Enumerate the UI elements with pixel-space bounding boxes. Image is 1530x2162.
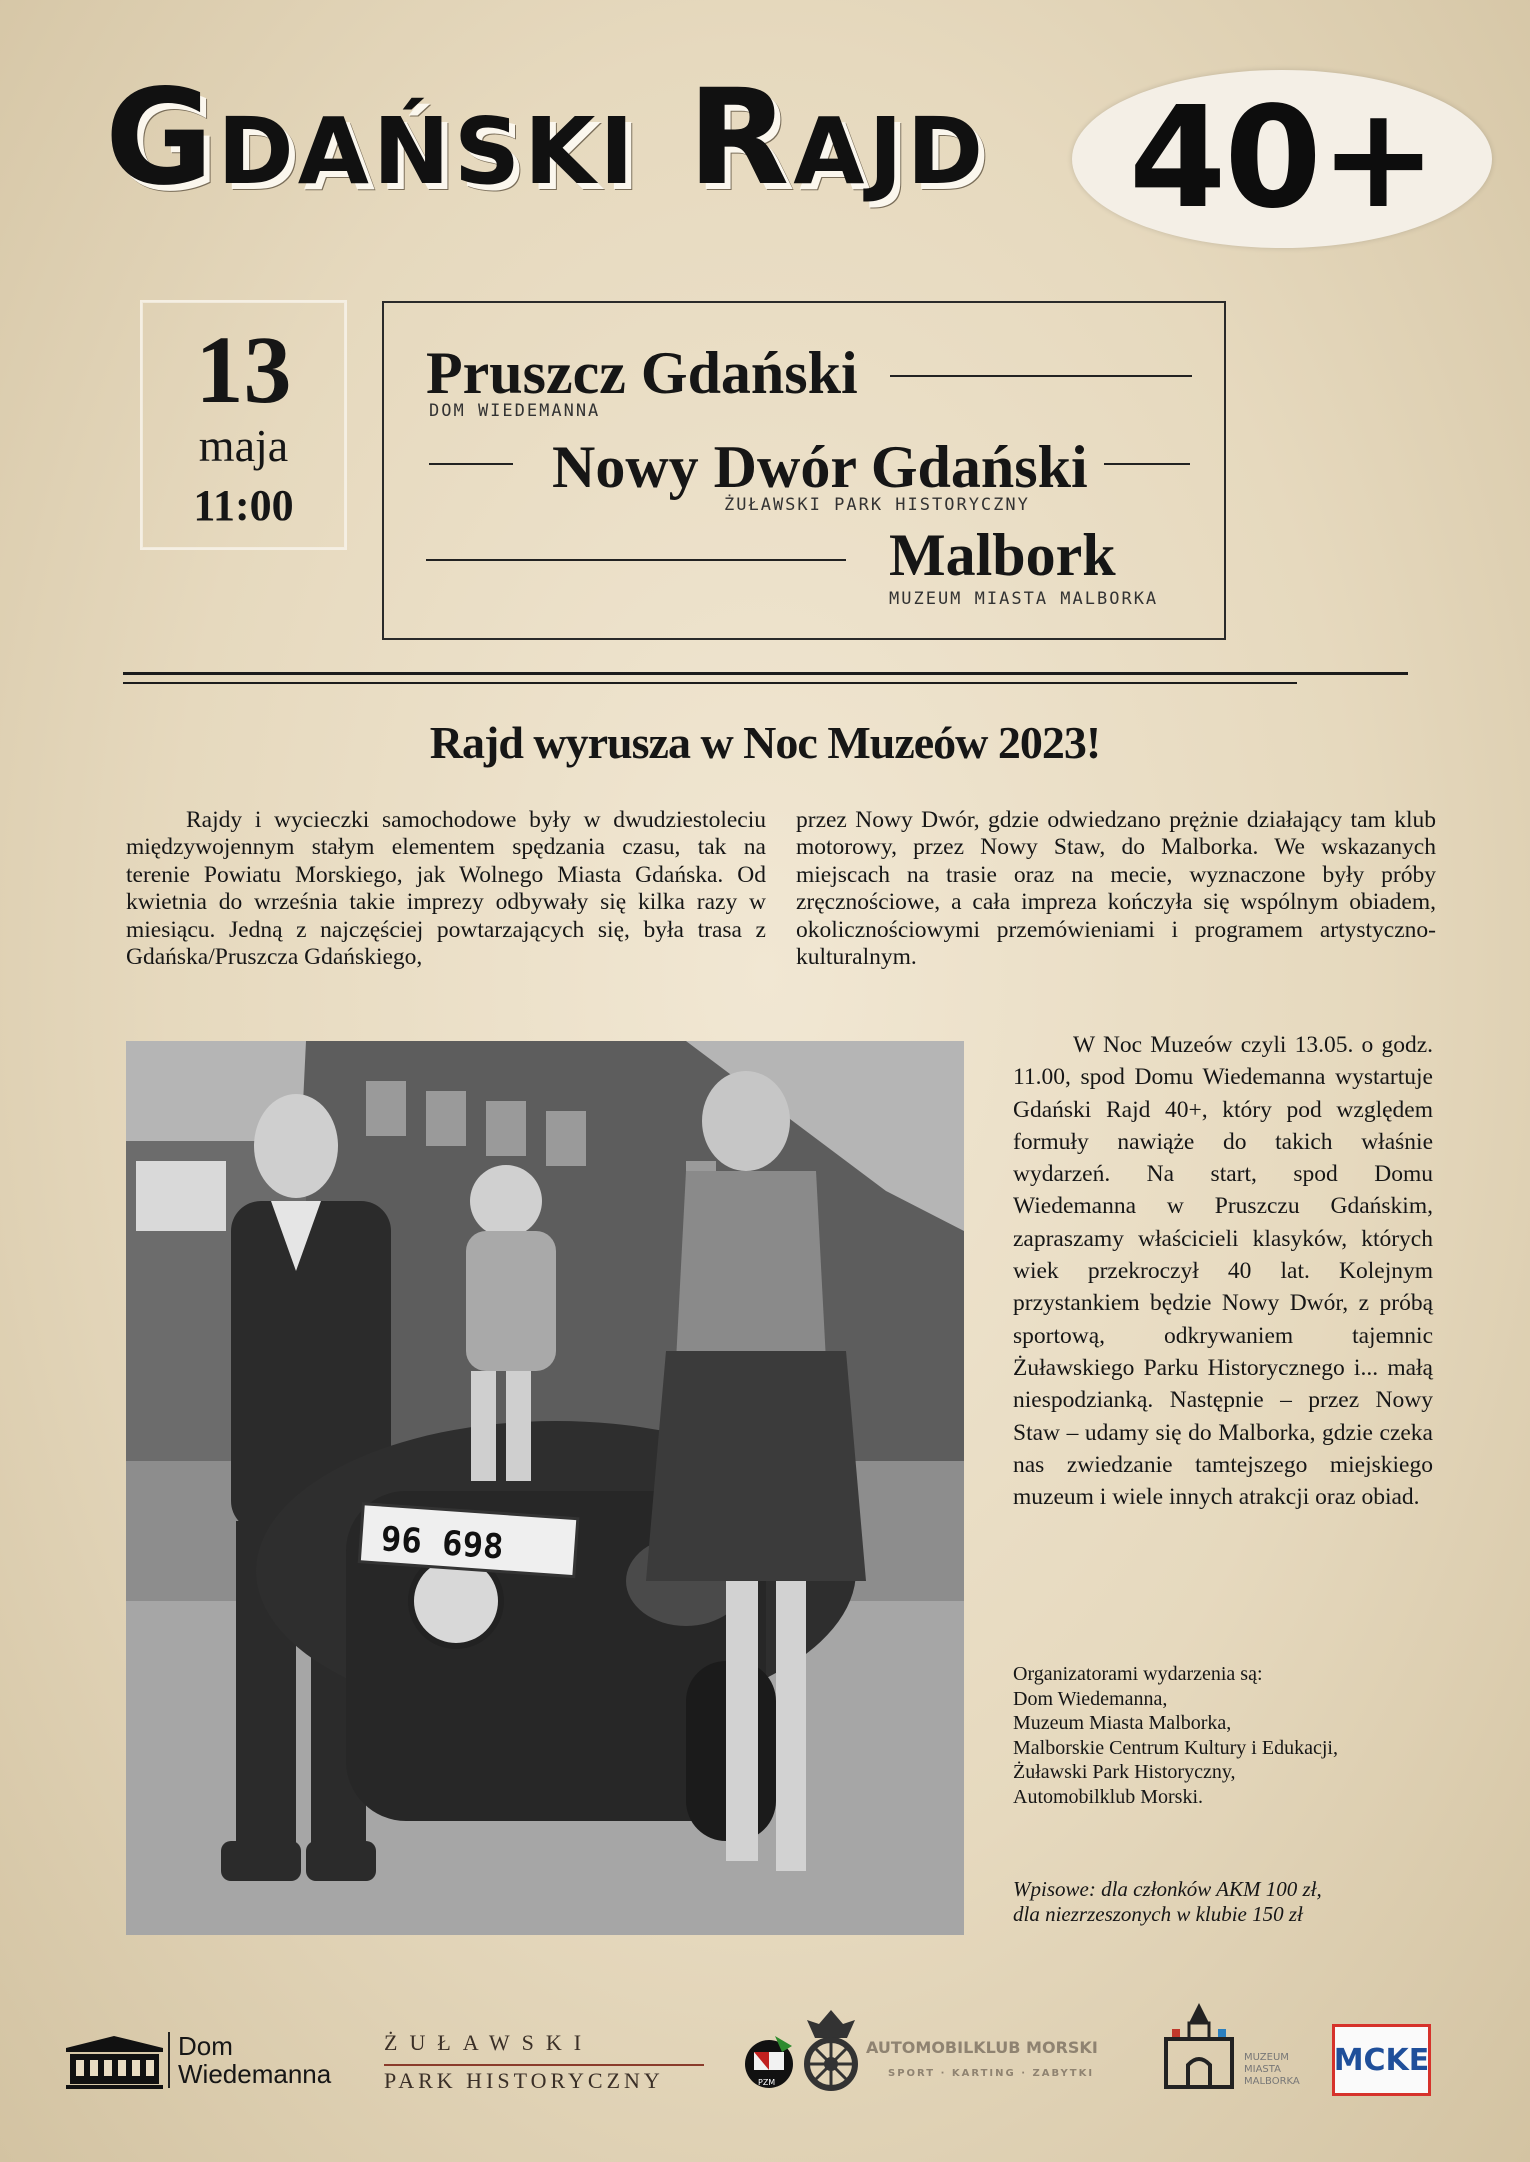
age-badge [1072,70,1492,248]
logo-line: MALBORKA [1244,2076,1300,2087]
article-paragraph: przez Nowy Dwór, gdzie odwiedzano prężnie działający tam klub motorowy, przez Nowy Staw, do Malborka. We wskazanych miejscach na trasie oraz na mecie, wyznaczone były próby zręcznościowe, a cała impreza kończyła się wspólnym obiadem, okolicznościowymi przemówieniami i programem artystyczno-kulturalnym. [796,807,1436,971]
logo-line: Wiedemanna [178,2059,332,2089]
divider [123,672,1408,675]
logo-line: Dom [178,2031,233,2061]
entry-fee-line: dla niezrzeszonych w klubie 150 zł [1013,1902,1303,1926]
license-plate: 96 698 [379,1519,505,1568]
pzm-icon [742,2030,797,2090]
article-paragraph: Rajdy i wycieczki samochodowe były w dwudziestoleciu międzywojennym stałym elementem spędzania czasu, tak na terenie Powiatu Morskiego, jak Wolnego Miasta Gdańska. Od kwietnia do września takie imprezy odbywały się kilka razy w miesiącu. Jedną z najczęściej powtarzających się, była trasa z Gdańska/Pruszcza Gdańskiego, [126,807,766,971]
route-stop-1-city: Pruszcz Gdański [426,340,858,406]
organizer-item: Żuławski Park Historyczny, [1013,1761,1236,1783]
date-day: 13 [195,316,292,423]
logo-line: MIASTA [1244,2064,1281,2075]
route-stop-2-venue: ŻUŁAWSKI PARK HISTORYCZNY [724,495,1030,515]
organizers-label: Organizatorami wydarzenia są: [1013,1663,1263,1685]
entry-fee [1013,1877,1322,1927]
automobilklub-name: AUTOMOBILKLUB MORSKI [866,2038,1098,2057]
mcke-logo [1332,2024,1431,2096]
article-column-1 [126,807,766,971]
historic-photo-illustration [126,1041,964,1935]
date-month: maja [198,420,289,471]
zulawski-logo-top: ŻUŁAWSKI [384,2030,594,2055]
poster-title: Gdański Rajd [105,61,988,215]
route-stop-3-city: Malbork [889,522,1116,588]
route-stop-2-city: Nowy Dwór Gdański [552,434,1088,500]
route-rule [426,559,846,561]
dom-wiedemanna-logo [66,2030,163,2090]
route-stop-1-venue: DOM WIEDEMANNA [429,401,601,421]
route-stop-3-venue: MUZEUM MIASTA MALBORKA [889,589,1159,609]
pzm-label: PZM [758,2078,776,2087]
article-column-3 [1013,1029,1433,1513]
organizer-item: Dom Wiedemanna, [1013,1687,1168,1710]
dom-wiedemanna-wordmark [178,2032,331,2088]
route-rule [429,463,513,465]
zulawski-logo-bottom: PARK HISTORYCZNY [384,2068,664,2093]
muzeum-malbork-wordmark [1244,2052,1300,2088]
divider [123,682,1297,684]
age-badge-label: 40+ [1128,77,1436,240]
building-icon [66,2030,163,2090]
automobilklub-emblem [803,2010,859,2092]
organizer-item: Automobilklub Morski. [1013,1785,1204,1808]
article-paragraph: W Noc Muzeów czyli 13.05. o godz. 11.00, spod Domu Wiedemanna wystartuje Gdański Rajd 40+, który pod względem formuły nawiąże do takich właśnie wydarzeń. Na start, spod Domu Wiedemanna w Pruszczu Gdańskim, zapraszamy właścicieli klasyków, których wiek przekroczył 40 lat. Kolejnym przystankiem będzie Nowy Dwór, z próbą sportową, odkrywaniem tajemnic Żuławskiego Parku Historycznego i... małą niespodzianką. Następnie – przez Nowy Staw – udamy się do Malborka, gdzie czeka nas zwiedzanie tamtejszego miejskiego muzeum i wiele innych atrakcji oraz obiad. [1013,1032,1433,1511]
eagle-wheel-icon [803,2010,859,2092]
organizers [1013,1662,1338,1809]
zulawski-rule [384,2064,704,2066]
route-rule [890,375,1192,377]
date-box [140,300,347,550]
organizer-item: Malborskie Centrum Kultury i Edukacji, [1013,1736,1338,1759]
article-heading: Rajd wyrusza w Noc Muzeów 2023! [429,717,1101,768]
castle-icon [1162,2003,1236,2091]
entry-fee-line: Wpisowe: dla członków AKM 100 zł, [1013,1877,1322,1901]
date-time: 11:00 [193,481,294,531]
organizer-item: Muzeum Miasta Malborka, [1013,1712,1232,1734]
route-rule [1104,463,1190,465]
automobilklub-tagline: SPORT · KARTING · ZABYTKI [888,2068,1095,2079]
mcke-wordmark: MCKE [1333,2042,1430,2078]
logo-separator [168,2032,170,2088]
historic-photo [126,1041,964,1935]
pzm-logo [742,2030,797,2090]
muzeum-malbork-logo [1162,2003,1236,2091]
route-box [382,301,1226,640]
article-column-2 [796,807,1436,971]
logo-line: MUZEUM [1244,2052,1289,2063]
